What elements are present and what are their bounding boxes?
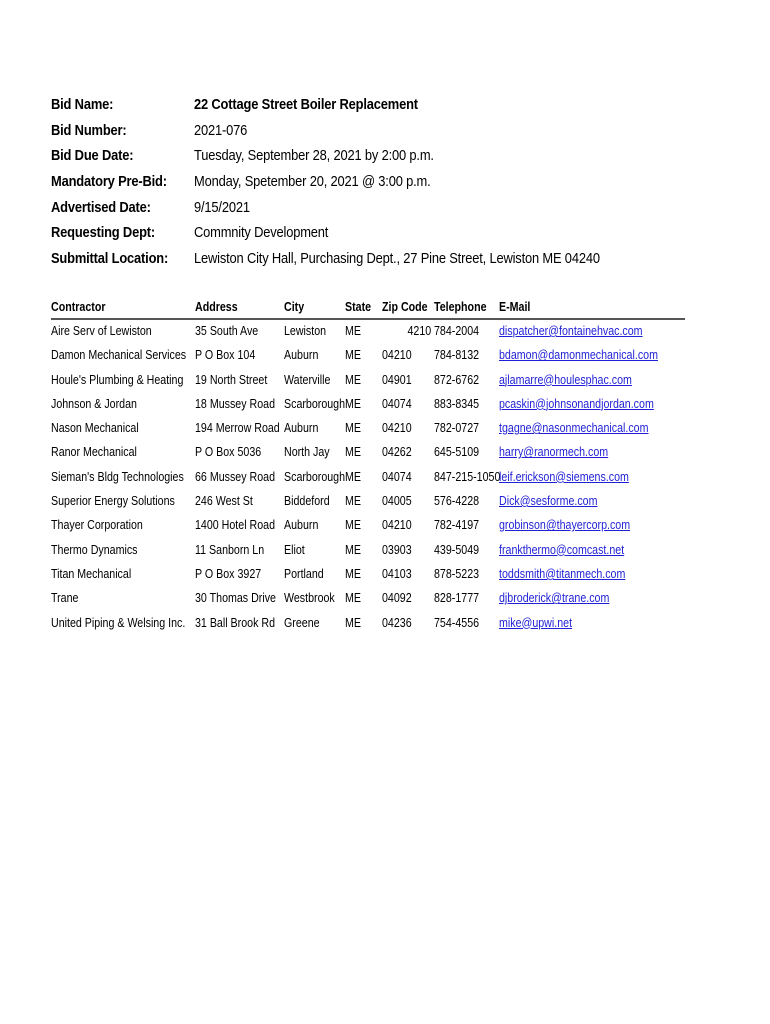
cell-contractor: Houle's Plumbing & Heating: [51, 371, 184, 387]
table-row: [51, 320, 685, 344]
cell-telephone: 872-6762: [434, 371, 480, 387]
cell-state: ME: [345, 614, 361, 630]
cell-state: ME: [345, 323, 361, 338]
cell-zip: 04092: [382, 590, 412, 606]
bid-info-value: Monday, Spetember 20, 2021 @ 3:00 p.m.: [194, 173, 431, 191]
cell-address: 30 Thomas Drive: [195, 590, 276, 606]
cell-contractor: Nason Mechanical: [51, 420, 139, 436]
table-row: [51, 587, 685, 611]
cell-telephone: 645-5109: [434, 444, 480, 460]
bid-info-label: Submittal Location:: [51, 249, 169, 267]
cell-zip: 04103: [382, 565, 412, 581]
bid-info-row: [51, 220, 666, 246]
bid-info-label: Mandatory Pre-Bid:: [51, 173, 167, 191]
bid-info-value: Tuesday, September 28, 2021 by 2:00 p.m.: [194, 147, 434, 165]
email-link[interactable]: grobinson@thayercorp.com: [499, 517, 631, 533]
cell-zip: 4210: [407, 323, 432, 338]
cell-zip: 04901: [382, 371, 412, 387]
cell-telephone: 576-4228: [434, 493, 480, 509]
cell-zip: 04210: [382, 420, 412, 436]
cell-zip: 04005: [382, 493, 412, 509]
cell-contractor: Titan Mechanical: [51, 565, 132, 581]
cell-state: ME: [345, 347, 361, 363]
cell-telephone: 828-1777: [434, 590, 480, 606]
cell-address: 66 Mussey Road: [195, 468, 276, 484]
bid-info-value: Lewiston City Hall, Purchasing Dept., 27 Pine Street, Lewiston ME 04240: [194, 249, 600, 267]
cell-telephone: 847-215-1050: [434, 468, 501, 484]
cell-state: ME: [345, 371, 361, 387]
contractor-table: [51, 296, 685, 636]
cell-telephone: 782-0727: [434, 420, 480, 436]
header-contractor: Contractor: [51, 299, 106, 314]
bid-info-row: [51, 118, 666, 144]
table-header: [51, 296, 685, 320]
cell-city: North Jay: [284, 444, 330, 460]
cell-address: P O Box 3927: [195, 565, 262, 581]
header-city: City: [284, 299, 305, 314]
email-link[interactable]: toddsmith@titanmech.com: [499, 565, 626, 581]
cell-contractor: Damon Mechanical Services: [51, 347, 187, 363]
cell-address: P O Box 5036: [195, 444, 262, 460]
bid-info-value: 2021-076: [194, 121, 248, 139]
bid-info-row: [51, 246, 666, 272]
table-row: [51, 563, 685, 587]
cell-contractor: Trane: [51, 590, 79, 606]
bid-info-label: Bid Number:: [51, 121, 127, 139]
table-row: [51, 344, 685, 368]
cell-address: 35 South Ave: [195, 323, 259, 338]
cell-contractor: Superior Energy Solutions: [51, 493, 175, 509]
cell-city: Auburn: [284, 420, 319, 436]
bid-info-value: 22 Cottage Street Boiler Replacement: [194, 96, 418, 114]
cell-zip: 04074: [382, 395, 412, 411]
bid-info-value: Commnity Development: [194, 224, 329, 242]
cell-state: ME: [345, 468, 361, 484]
cell-contractor: Sieman's Bldg Technologies: [51, 468, 184, 484]
cell-telephone: 883-8345: [434, 395, 480, 411]
bid-info-section: [51, 92, 666, 271]
cell-city: Biddeford: [284, 493, 330, 509]
cell-zip: 04210: [382, 347, 412, 363]
email-link[interactable]: dispatcher@fontainehvac.com: [499, 323, 643, 338]
cell-telephone: 878-5223: [434, 565, 480, 581]
table-row: [51, 393, 685, 417]
cell-address: 11 Sanborn Ln: [195, 541, 265, 557]
email-link[interactable]: leif.erickson@siemens.com: [499, 468, 629, 484]
cell-contractor: Johnson & Jordan: [51, 395, 137, 411]
cell-city: Greene: [284, 614, 320, 630]
email-link[interactable]: bdamon@damonmechanical.com: [499, 347, 658, 363]
cell-contractor: Aire Serv of Lewiston: [51, 323, 152, 338]
bid-info-label: Requesting Dept:: [51, 224, 156, 242]
cell-address: 19 North Street: [195, 371, 268, 387]
cell-telephone: 439-5049: [434, 541, 480, 557]
cell-telephone: 754-4556: [434, 614, 480, 630]
cell-address: 1400 Hotel Road: [195, 517, 276, 533]
cell-city: Lewiston: [284, 323, 327, 338]
cell-city: Auburn: [284, 347, 319, 363]
bid-info-label: Bid Due Date:: [51, 147, 134, 165]
table-row: [51, 514, 685, 538]
header-state: State: [345, 299, 372, 314]
table-body: [51, 320, 685, 636]
email-link[interactable]: tgagne@nasonmechanical.com: [499, 420, 649, 436]
bid-info-label: Bid Name:: [51, 96, 114, 114]
cell-telephone: 782-4197: [434, 517, 480, 533]
email-link[interactable]: harry@ranormech.com: [499, 444, 609, 460]
cell-city: Auburn: [284, 517, 319, 533]
bid-info-label: Advertised Date:: [51, 198, 151, 216]
bid-info-row: [51, 92, 666, 118]
cell-zip: 04262: [382, 444, 412, 460]
cell-city: Scarborough: [284, 395, 346, 411]
cell-address: 194 Merrow Road: [195, 420, 280, 436]
cell-address: 18 Mussey Road: [195, 395, 276, 411]
cell-state: ME: [345, 565, 361, 581]
cell-telephone: 784-2004: [434, 323, 480, 338]
cell-city: Westbrook: [284, 590, 335, 606]
email-link[interactable]: Dick@sesforme.com: [499, 493, 598, 509]
email-link[interactable]: ajlamarre@houlesphac.com: [499, 371, 632, 387]
header-email: E-Mail: [499, 299, 531, 314]
email-link[interactable]: mike@upwi.net: [499, 614, 573, 630]
header-zip: Zip Code: [382, 299, 428, 314]
email-link[interactable]: frankthermo@comcast.net: [499, 541, 625, 557]
cell-state: ME: [345, 541, 361, 557]
cell-contractor: Thayer Corporation: [51, 517, 143, 533]
cell-address: P O Box 104: [195, 347, 256, 363]
cell-contractor: Thermo Dynamics: [51, 541, 138, 557]
cell-zip: 04236: [382, 614, 412, 630]
cell-telephone: 784-8132: [434, 347, 480, 363]
cell-contractor: United Piping & Welsing Inc.: [51, 614, 186, 630]
table-row: [51, 441, 685, 465]
email-link[interactable]: djbroderick@trane.com: [499, 590, 610, 606]
cell-city: Portland: [284, 565, 324, 581]
cell-state: ME: [345, 517, 361, 533]
cell-contractor: Ranor Mechanical: [51, 444, 137, 460]
cell-city: Eliot: [284, 541, 305, 557]
header-telephone: Telephone: [434, 299, 487, 314]
cell-address: 31 Ball Brook Rd: [195, 614, 276, 630]
bid-info-row: [51, 194, 666, 220]
table-row: [51, 417, 685, 441]
bid-info-value: 9/15/2021: [194, 198, 250, 216]
cell-state: ME: [345, 395, 361, 411]
table-row: [51, 490, 685, 514]
bid-info-row: [51, 169, 666, 195]
cell-address: 246 West St: [195, 493, 253, 509]
table-row: [51, 539, 685, 563]
cell-city: Scarborough: [284, 468, 346, 484]
cell-state: ME: [345, 420, 361, 436]
table-row: [51, 369, 685, 393]
cell-state: ME: [345, 590, 361, 606]
cell-state: ME: [345, 493, 361, 509]
table-row: [51, 612, 685, 636]
cell-zip: 03903: [382, 541, 412, 557]
table-row: [51, 466, 685, 490]
cell-zip: 04210: [382, 517, 412, 533]
cell-state: ME: [345, 444, 361, 460]
cell-zip: 04074: [382, 468, 412, 484]
header-address: Address: [195, 299, 238, 314]
cell-city: Waterville: [284, 371, 331, 387]
email-link[interactable]: pcaskin@johnsonandjordan.com: [499, 395, 654, 411]
bid-info-row: [51, 143, 666, 169]
